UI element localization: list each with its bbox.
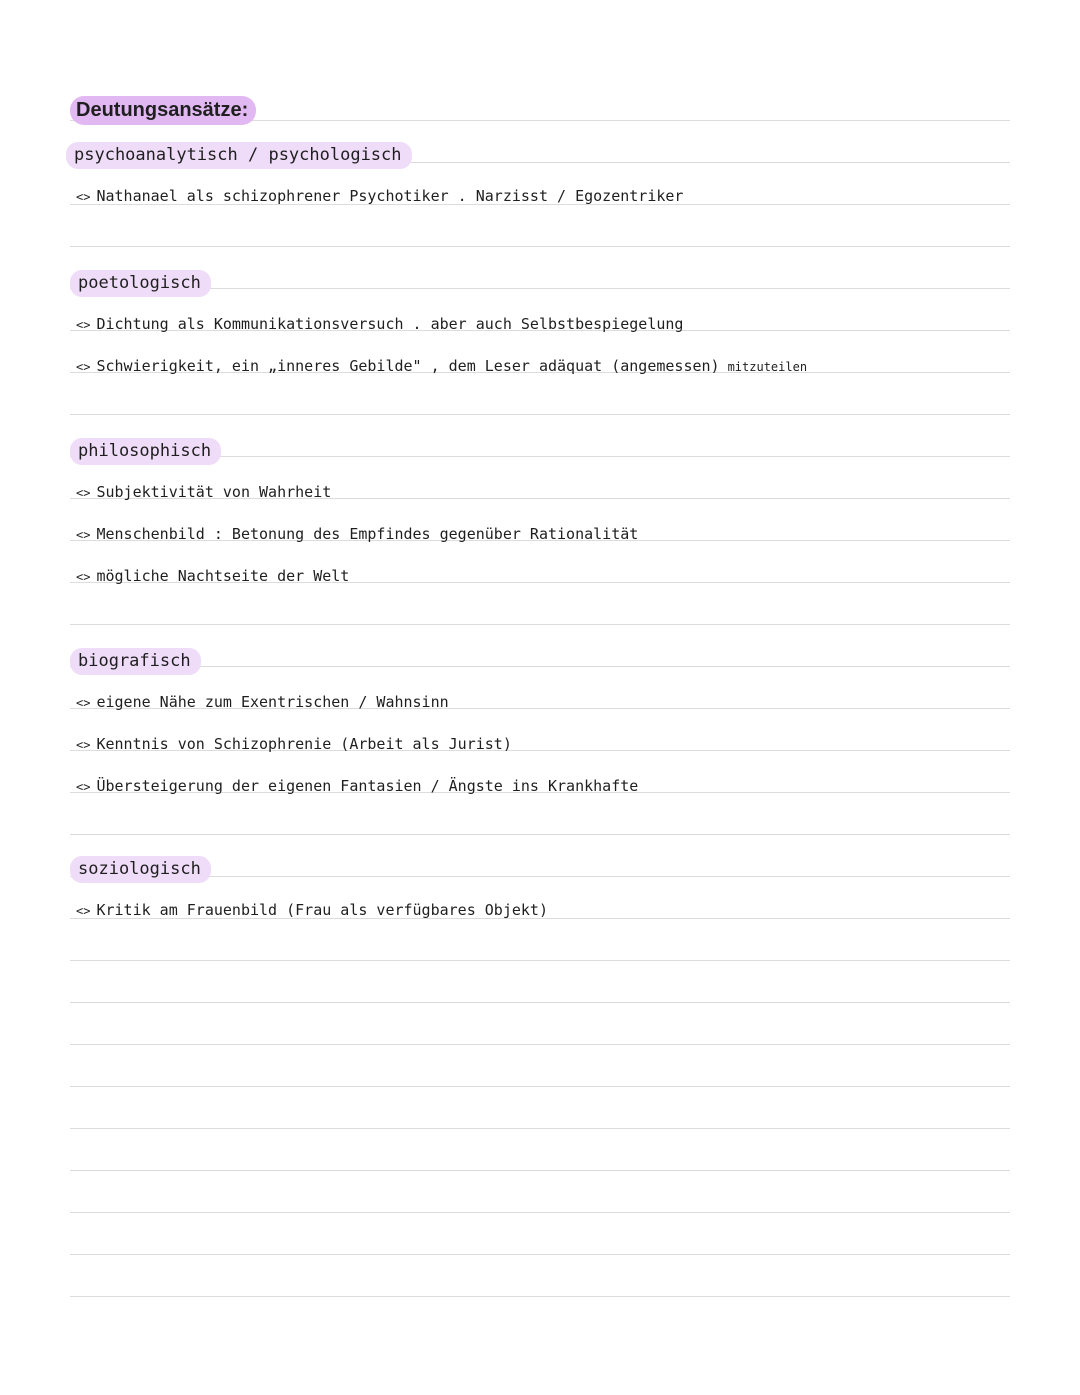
ruled-line bbox=[70, 960, 1010, 961]
note-text: eigene Nähe zum Exentrischen / Wahnsinn bbox=[96, 693, 449, 711]
ruled-line bbox=[70, 1296, 1010, 1297]
ruled-line bbox=[70, 834, 1010, 835]
note-text: Nathanael als schizophrener Psychotiker . Narzisst / Egozentriker bbox=[96, 187, 684, 205]
section-heading-biografisch: biografisch bbox=[70, 648, 201, 675]
note-text: mögliche Nachtseite der Welt bbox=[96, 567, 350, 585]
ruled-line bbox=[70, 1170, 1010, 1171]
note-line bbox=[76, 734, 512, 755]
section-heading-philosophisch: philosophisch bbox=[70, 438, 221, 465]
note-text: Schwierigkeit, ein „inneres Gebilde" , dem Leser adäquat (angemessen) bbox=[96, 357, 720, 375]
note-line bbox=[76, 314, 683, 335]
note-text: Kritik am Frauenbild (Frau als verfügbares Objekt) bbox=[96, 901, 548, 919]
note-text: Menschenbild : Betonung des Empfindes gegenüber Rationalität bbox=[96, 525, 639, 543]
arrow-icon: <> bbox=[76, 696, 91, 710]
ruled-line bbox=[70, 1212, 1010, 1213]
note-text: Übersteigerung der eigenen Fantasien / Ängste ins Krankhafte bbox=[96, 777, 639, 795]
ruled-line bbox=[70, 624, 1010, 625]
note-line bbox=[76, 186, 683, 207]
arrow-icon: <> bbox=[76, 318, 91, 332]
note-line bbox=[76, 776, 638, 797]
ruled-line bbox=[70, 414, 1010, 415]
section-heading-soziologisch: soziologisch bbox=[70, 856, 211, 883]
arrow-icon: <> bbox=[76, 190, 91, 204]
ruled-line bbox=[70, 1002, 1010, 1003]
arrow-icon: <> bbox=[76, 904, 91, 918]
section-heading-psychoanalytisch: psychoanalytisch / psychologisch bbox=[66, 142, 412, 169]
note-line bbox=[76, 566, 349, 587]
section-heading-poetologisch: poetologisch bbox=[70, 270, 211, 297]
arrow-icon: <> bbox=[76, 738, 91, 752]
ruled-line bbox=[70, 876, 1010, 877]
arrow-icon: <> bbox=[76, 486, 91, 500]
arrow-icon: <> bbox=[76, 528, 91, 542]
note-text: Kenntnis von Schizophrenie (Arbeit als Jurist) bbox=[96, 735, 512, 753]
note-line bbox=[76, 692, 449, 713]
ruled-line bbox=[70, 1044, 1010, 1045]
arrow-icon: <> bbox=[76, 780, 91, 794]
note-text-small: mitzuteilen bbox=[727, 360, 808, 374]
note-line bbox=[76, 482, 331, 503]
note-line bbox=[76, 900, 548, 921]
ruled-line bbox=[70, 1254, 1010, 1255]
ruled-line bbox=[70, 666, 1010, 667]
note-text: Dichtung als Kommunikationsversuch . aber auch Selbstbespiegelung bbox=[96, 315, 684, 333]
ruled-line bbox=[70, 1086, 1010, 1087]
note-text: Subjektivität von Wahrheit bbox=[96, 483, 332, 501]
ruled-line bbox=[70, 1128, 1010, 1129]
page-title: Deutungsansätze: bbox=[70, 96, 256, 125]
note-line bbox=[76, 356, 807, 377]
note-line bbox=[76, 524, 638, 545]
ruled-line bbox=[70, 288, 1010, 289]
ruled-line bbox=[70, 246, 1010, 247]
arrow-icon: <> bbox=[76, 570, 91, 584]
arrow-icon: <> bbox=[76, 360, 91, 374]
